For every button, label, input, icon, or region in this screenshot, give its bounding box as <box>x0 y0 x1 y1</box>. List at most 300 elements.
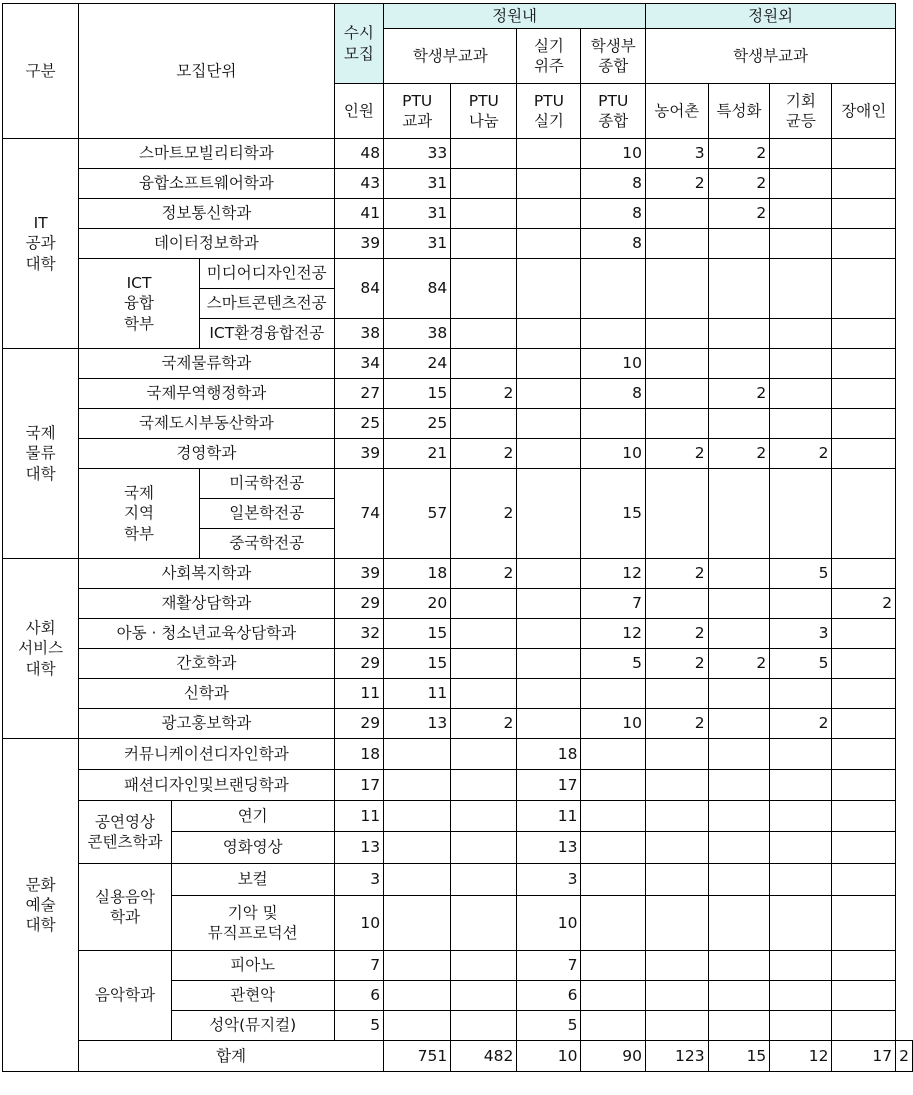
cell-ptu-subject <box>384 951 451 981</box>
cell-equal <box>770 801 832 832</box>
cell-special: 2 <box>708 439 770 469</box>
cell-ptu-practical <box>517 679 581 709</box>
cell-equal <box>770 349 832 379</box>
cell-ptu-comp: 8 <box>581 229 646 259</box>
group-ict: ICT 융합 학부 <box>79 259 200 349</box>
total-ptu-comp: 123 <box>646 1041 709 1072</box>
cell-ptu-subject: 18 <box>384 559 451 589</box>
dept-name: 정보통신학과 <box>79 199 334 229</box>
admission-quota-table <box>2 3 913 1072</box>
cell-disabled <box>832 469 896 559</box>
cell-total: 29 <box>334 589 384 619</box>
header-equal: 기회 균등 <box>770 84 832 139</box>
cell-total: 38 <box>334 319 384 349</box>
cell-total: 41 <box>334 199 384 229</box>
cell-ptu-subject: 21 <box>384 439 451 469</box>
header-specialized: 특성화 <box>708 84 770 139</box>
cell-ptu-share <box>451 589 517 619</box>
cell-total: 11 <box>334 679 384 709</box>
table-row <box>3 951 913 981</box>
header-outside-quota: 정원외 <box>646 4 896 29</box>
group-intl-region: 국제 지역 학부 <box>79 469 200 559</box>
cell-ptu-subject: 15 <box>384 619 451 649</box>
cell-ptu-share: 2 <box>451 469 517 559</box>
cell-rural <box>646 981 709 1011</box>
group-practical-music: 실용음악 학과 <box>79 864 172 951</box>
cell-ptu-share <box>451 199 517 229</box>
table-row <box>3 349 913 379</box>
header-ptu-share: PTU 나눔 <box>451 84 517 139</box>
cell-rural: 2 <box>646 619 709 649</box>
cell-special <box>708 896 770 951</box>
cell-rural: 2 <box>646 439 709 469</box>
cell-rural <box>646 379 709 409</box>
total-rural: 15 <box>708 1041 770 1072</box>
dept-name: 국제도시부동산학과 <box>79 409 334 439</box>
cell-special <box>708 589 770 619</box>
cell-ptu-practical: 11 <box>517 801 581 832</box>
cell-ptu-subject <box>384 981 451 1011</box>
cell-ptu-share <box>451 832 517 864</box>
cell-ptu-subject: 84 <box>384 259 451 319</box>
table-row <box>3 559 913 589</box>
cell-ptu-comp: 10 <box>581 139 646 169</box>
cell-disabled <box>832 709 896 739</box>
cell-ptu-subject: 33 <box>384 139 451 169</box>
cell-ptu-comp: 10 <box>581 439 646 469</box>
table-row <box>3 169 913 199</box>
table-row <box>3 770 913 801</box>
dept-name: 융합소프트웨어학과 <box>79 169 334 199</box>
dept-name: 미국학전공 <box>199 469 334 499</box>
total-ptu-share: 10 <box>517 1041 581 1072</box>
cell-ptu-share <box>451 739 517 770</box>
dept-name: 국제물류학과 <box>79 349 334 379</box>
cell-rural: 2 <box>646 169 709 199</box>
cell-ptu-share <box>451 409 517 439</box>
cell-ptu-practical <box>517 709 581 739</box>
cell-ptu-practical <box>517 379 581 409</box>
dept-name: 영화영상 <box>171 832 334 864</box>
cell-disabled <box>832 951 896 981</box>
cell-rural <box>646 259 709 319</box>
dept-name: 일본학전공 <box>199 499 334 529</box>
cell-ptu-comp: 5 <box>581 649 646 679</box>
cell-ptu-comp <box>581 319 646 349</box>
cell-equal: 3 <box>770 619 832 649</box>
cell-ptu-subject <box>384 770 451 801</box>
cell-ptu-comp <box>581 864 646 896</box>
cell-total: 13 <box>334 832 384 864</box>
cell-disabled <box>832 439 896 469</box>
cell-equal <box>770 409 832 439</box>
cell-total: 74 <box>334 469 384 559</box>
header-category: 구분 <box>3 4 79 139</box>
cell-ptu-practical: 17 <box>517 770 581 801</box>
cell-ptu-practical: 6 <box>517 981 581 1011</box>
cell-disabled <box>832 409 896 439</box>
cell-equal <box>770 319 832 349</box>
cell-ptu-practical <box>517 229 581 259</box>
totals-row <box>3 1041 913 1072</box>
header-ptu-practical: PTU 실기 <box>517 84 581 139</box>
cell-total: 27 <box>334 379 384 409</box>
cell-total: 17 <box>334 770 384 801</box>
total-special: 12 <box>770 1041 832 1072</box>
cell-equal <box>770 259 832 319</box>
cell-special <box>708 229 770 259</box>
cell-disabled <box>832 739 896 770</box>
cell-ptu-subject <box>384 801 451 832</box>
table-row <box>3 679 913 709</box>
cell-ptu-subject: 31 <box>384 229 451 259</box>
cell-ptu-comp <box>581 739 646 770</box>
cell-disabled <box>832 259 896 319</box>
cell-ptu-share <box>451 139 517 169</box>
cell-special: 2 <box>708 139 770 169</box>
dept-name: 사회복지학과 <box>79 559 334 589</box>
cell-ptu-practical: 3 <box>517 864 581 896</box>
cell-total: 39 <box>334 559 384 589</box>
cell-ptu-comp: 12 <box>581 559 646 589</box>
cell-ptu-subject: 31 <box>384 199 451 229</box>
header-school-record-outside: 학생부교과 <box>646 29 896 84</box>
cell-total: 48 <box>334 139 384 169</box>
cell-equal <box>770 139 832 169</box>
cell-disabled <box>832 832 896 864</box>
cell-ptu-share <box>451 896 517 951</box>
cell-disabled <box>832 679 896 709</box>
cell-total: 10 <box>334 896 384 951</box>
cell-ptu-share <box>451 981 517 1011</box>
dept-name: 광고홍보학과 <box>79 709 334 739</box>
group-performing: 공연영상 콘텐츠학과 <box>79 801 172 864</box>
cell-special <box>708 770 770 801</box>
cell-ptu-practical <box>517 349 581 379</box>
cell-disabled <box>832 319 896 349</box>
cell-rural <box>646 896 709 951</box>
table-row <box>3 649 913 679</box>
dept-name: ICT환경융합전공 <box>199 319 334 349</box>
dept-name: 경영학과 <box>79 439 334 469</box>
cell-rural <box>646 349 709 379</box>
cell-ptu-comp <box>581 832 646 864</box>
cell-total: 39 <box>334 229 384 259</box>
cell-ptu-comp <box>581 259 646 319</box>
cell-equal <box>770 169 832 199</box>
cell-total: 6 <box>334 981 384 1011</box>
cell-total: 5 <box>334 1011 384 1041</box>
dept-name: 패션디자인및브랜딩학과 <box>79 770 334 801</box>
cell-special <box>708 319 770 349</box>
cell-special <box>708 349 770 379</box>
header-comprehensive: 학생부 종합 <box>581 29 646 84</box>
cell-rural <box>646 864 709 896</box>
cell-rural: 2 <box>646 709 709 739</box>
cell-rural <box>646 770 709 801</box>
cell-ptu-share <box>451 349 517 379</box>
cell-ptu-practical <box>517 589 581 619</box>
total-ptu-subject: 482 <box>451 1041 517 1072</box>
cell-total: 32 <box>334 619 384 649</box>
cell-special: 2 <box>708 649 770 679</box>
table-row <box>3 259 913 289</box>
cell-ptu-share: 2 <box>451 439 517 469</box>
cell-ptu-subject: 15 <box>384 379 451 409</box>
table-row <box>3 439 913 469</box>
cell-rural <box>646 229 709 259</box>
cell-ptu-subject: 38 <box>384 319 451 349</box>
cell-ptu-comp <box>581 770 646 801</box>
cell-special: 2 <box>708 199 770 229</box>
cell-ptu-comp <box>581 981 646 1011</box>
cell-ptu-comp <box>581 896 646 951</box>
header-ptu-subject: PTU 교과 <box>384 84 451 139</box>
cell-ptu-share <box>451 951 517 981</box>
cell-rural <box>646 1011 709 1041</box>
cell-special <box>708 1011 770 1041</box>
cell-rural <box>646 951 709 981</box>
total-equal: 17 <box>832 1041 896 1072</box>
cell-ptu-subject: 20 <box>384 589 451 619</box>
cell-ptu-share <box>451 649 517 679</box>
dept-name: 피아노 <box>171 951 334 981</box>
cell-ptu-comp <box>581 409 646 439</box>
cell-disabled <box>832 896 896 951</box>
table-row <box>3 739 913 770</box>
cell-rural: 2 <box>646 649 709 679</box>
cell-ptu-subject <box>384 1011 451 1041</box>
cell-rural <box>646 679 709 709</box>
cell-ptu-share <box>451 770 517 801</box>
cell-ptu-subject: 31 <box>384 169 451 199</box>
cell-ptu-comp: 10 <box>581 349 646 379</box>
cell-rural <box>646 801 709 832</box>
cell-special <box>708 409 770 439</box>
header-total-quota: 수시 모집 <box>334 4 384 84</box>
cell-equal <box>770 1011 832 1041</box>
cell-equal <box>770 896 832 951</box>
cell-equal <box>770 832 832 864</box>
cell-special <box>708 679 770 709</box>
dept-name: 아동 · 청소년교육상담학과 <box>79 619 334 649</box>
cell-ptu-subject <box>384 832 451 864</box>
cell-disabled <box>832 649 896 679</box>
cell-ptu-share <box>451 319 517 349</box>
total-disabled: 2 <box>896 1041 913 1072</box>
cell-ptu-practical <box>517 409 581 439</box>
cell-ptu-practical: 13 <box>517 832 581 864</box>
dept-name: 미디어디자인전공 <box>199 259 334 289</box>
cell-rural: 3 <box>646 139 709 169</box>
cell-total: 3 <box>334 864 384 896</box>
cell-special: 2 <box>708 169 770 199</box>
cell-equal: 2 <box>770 709 832 739</box>
dept-name: 스마트콘텐츠전공 <box>199 289 334 319</box>
dept-name: 기악 및 뮤직프로덕션 <box>171 896 334 951</box>
dept-name: 보컬 <box>171 864 334 896</box>
header-school-record: 학생부교과 <box>384 29 517 84</box>
dept-name: 관현악 <box>171 981 334 1011</box>
total-ptu-practical: 90 <box>581 1041 646 1072</box>
cell-ptu-practical: 7 <box>517 951 581 981</box>
cell-disabled <box>832 864 896 896</box>
table-row <box>3 589 913 619</box>
cell-special: 2 <box>708 379 770 409</box>
cell-special <box>708 864 770 896</box>
cell-ptu-share <box>451 229 517 259</box>
cell-disabled <box>832 981 896 1011</box>
cell-total: 11 <box>334 801 384 832</box>
cell-total: 7 <box>334 951 384 981</box>
cell-equal <box>770 469 832 559</box>
cell-equal <box>770 864 832 896</box>
table-row <box>3 139 913 169</box>
cell-special <box>708 801 770 832</box>
cell-ptu-share <box>451 619 517 649</box>
table-row <box>3 864 913 896</box>
cell-special <box>708 709 770 739</box>
cell-ptu-comp <box>581 951 646 981</box>
college-social: 사회 서비스 대학 <box>3 559 79 739</box>
dept-name: 중국학전공 <box>199 529 334 559</box>
table-row <box>3 229 913 259</box>
cell-equal <box>770 679 832 709</box>
table-row <box>3 379 913 409</box>
dept-name: 연기 <box>171 801 334 832</box>
cell-ptu-subject: 25 <box>384 409 451 439</box>
dept-name: 신학과 <box>79 679 334 709</box>
header-rural: 농어촌 <box>646 84 709 139</box>
total-sum: 751 <box>384 1041 451 1072</box>
dept-name: 재활상담학과 <box>79 589 334 619</box>
cell-rural <box>646 199 709 229</box>
table-row <box>3 619 913 649</box>
cell-ptu-share <box>451 679 517 709</box>
header-disabled: 장애인 <box>832 84 896 139</box>
cell-ptu-share: 2 <box>451 709 517 739</box>
cell-total: 18 <box>334 739 384 770</box>
cell-ptu-practical <box>517 649 581 679</box>
cell-ptu-subject <box>384 864 451 896</box>
cell-rural <box>646 319 709 349</box>
dept-name: 데이터정보학과 <box>79 229 334 259</box>
cell-ptu-practical <box>517 559 581 589</box>
cell-ptu-practical: 5 <box>517 1011 581 1041</box>
cell-ptu-share <box>451 259 517 319</box>
cell-total: 39 <box>334 439 384 469</box>
header-total-quota-3: 인원 <box>334 84 384 139</box>
cell-equal <box>770 379 832 409</box>
cell-disabled <box>832 379 896 409</box>
cell-equal: 5 <box>770 649 832 679</box>
cell-ptu-practical: 18 <box>517 739 581 770</box>
cell-disabled <box>832 169 896 199</box>
cell-rural <box>646 589 709 619</box>
table-row <box>3 469 913 499</box>
cell-ptu-practical <box>517 439 581 469</box>
dept-name: 간호학과 <box>79 649 334 679</box>
dept-name: 성악(뮤지컬) <box>171 1011 334 1041</box>
cell-equal <box>770 739 832 770</box>
cell-ptu-comp: 8 <box>581 379 646 409</box>
cell-ptu-share <box>451 864 517 896</box>
cell-ptu-practical <box>517 469 581 559</box>
cell-disabled <box>832 801 896 832</box>
cell-ptu-subject <box>384 739 451 770</box>
cell-ptu-comp <box>581 679 646 709</box>
college-logistics: 국제 물류 대학 <box>3 349 79 559</box>
cell-ptu-comp: 10 <box>581 709 646 739</box>
cell-rural <box>646 739 709 770</box>
cell-equal: 5 <box>770 559 832 589</box>
cell-ptu-subject: 13 <box>384 709 451 739</box>
table-row <box>3 709 913 739</box>
cell-disabled: 2 <box>832 589 896 619</box>
cell-ptu-subject <box>384 896 451 951</box>
dept-name: 국제무역행정학과 <box>79 379 334 409</box>
cell-disabled <box>832 229 896 259</box>
college-it: IT 공과 대학 <box>3 139 79 349</box>
college-arts: 문화 예술 대학 <box>3 739 79 1072</box>
cell-disabled <box>832 199 896 229</box>
cell-special <box>708 619 770 649</box>
cell-ptu-comp: 12 <box>581 619 646 649</box>
cell-equal <box>770 199 832 229</box>
cell-total: 25 <box>334 409 384 439</box>
cell-equal <box>770 770 832 801</box>
cell-ptu-comp: 8 <box>581 199 646 229</box>
totals-label: 합계 <box>79 1041 384 1072</box>
cell-ptu-practical <box>517 169 581 199</box>
header-ptu-comprehensive: PTU 종합 <box>581 84 646 139</box>
table-row <box>3 801 913 832</box>
header-inside-quota: 정원내 <box>384 4 646 29</box>
cell-rural: 2 <box>646 559 709 589</box>
cell-ptu-comp <box>581 1011 646 1041</box>
cell-ptu-subject: 11 <box>384 679 451 709</box>
cell-disabled <box>832 770 896 801</box>
cell-ptu-comp: 8 <box>581 169 646 199</box>
cell-ptu-subject: 15 <box>384 649 451 679</box>
header-unit: 모집단위 <box>79 4 334 139</box>
cell-ptu-subject: 57 <box>384 469 451 559</box>
cell-ptu-share <box>451 801 517 832</box>
cell-equal <box>770 589 832 619</box>
cell-ptu-practical <box>517 139 581 169</box>
cell-special <box>708 832 770 864</box>
cell-special <box>708 259 770 319</box>
cell-total: 43 <box>334 169 384 199</box>
header-practical: 실기 위주 <box>517 29 581 84</box>
cell-equal <box>770 951 832 981</box>
cell-total: 84 <box>334 259 384 319</box>
cell-disabled <box>832 349 896 379</box>
cell-ptu-comp: 7 <box>581 589 646 619</box>
cell-equal <box>770 229 832 259</box>
dept-name: 커뮤니케이션디자인학과 <box>79 739 334 770</box>
cell-rural <box>646 409 709 439</box>
cell-ptu-practical <box>517 319 581 349</box>
group-music: 음악학과 <box>79 951 172 1041</box>
cell-ptu-practical <box>517 199 581 229</box>
cell-ptu-practical: 10 <box>517 896 581 951</box>
table-row <box>3 199 913 229</box>
cell-special <box>708 739 770 770</box>
cell-disabled <box>832 619 896 649</box>
cell-disabled <box>832 1011 896 1041</box>
cell-ptu-practical <box>517 259 581 319</box>
